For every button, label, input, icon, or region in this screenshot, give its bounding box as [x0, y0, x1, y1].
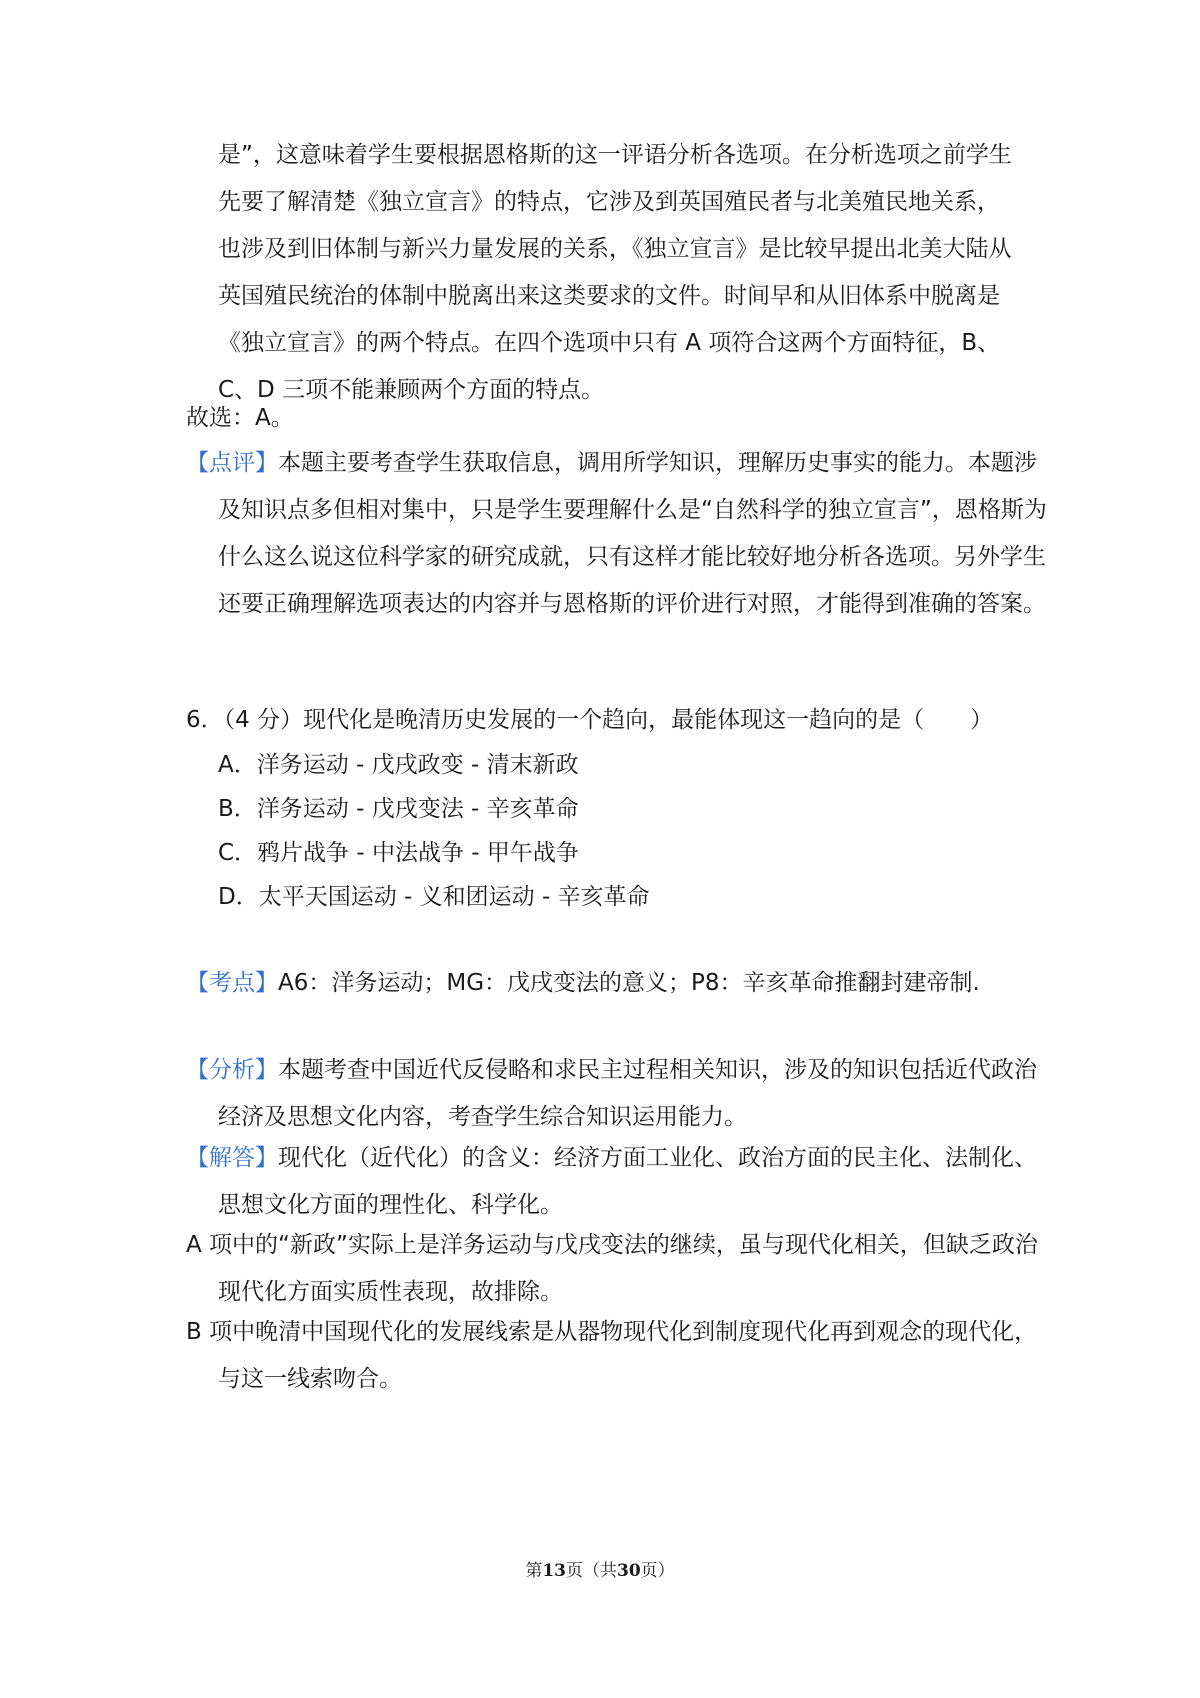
jieda-text: 现代化（近代化）的含义：经济方面工业化、政治方面的民主化、法制化、思想文化方面的理性化、科学化。 [218, 1145, 1037, 1218]
review-tag: 【点评】 [186, 450, 278, 476]
review-text: 本题主要考查学生获取信息，调用所学知识，理解历史事实的能力。本题涉及知识点多但相对集中，只是学生要理解什么是“自然科学的独立宣言”，恩格斯为什么这么说这位科学家的研究成就，只有这样才能比较好地分析各选项。另外学生还要正确理解选项表达的内容并与恩格斯的评价进行对照，才能得到准确的答案。 [218, 450, 1047, 617]
jieda-tag: 【解答】 [186, 1145, 278, 1171]
option-b: B．洋务运动 - 戊戌变法 - 辛亥革命 [218, 796, 579, 822]
option-d: D．太平天国运动 - 义和团运动 - 辛亥革命 [218, 884, 650, 910]
jieda-paragraph [186, 1135, 1054, 1229]
footer-prefix: 第 [525, 1561, 543, 1581]
option-c: C．鸦片战争 - 中法战争 - 甲午战争 [218, 840, 579, 866]
review-paragraph [186, 440, 1054, 628]
page-footer [0, 1556, 1200, 1581]
footer-page-number: 13 [542, 1561, 566, 1581]
kaodian-paragraph [186, 960, 1022, 1007]
question-6-stem: 6．（4 分）现代化是晚清历史发展的一个趋向，最能体现这一趋向的是（ ） [186, 707, 994, 733]
footer-middle: 页（共 [566, 1561, 617, 1581]
kaodian-text: A6：洋务运动；MG：戊戌变法的意义；P8：辛亥革命推翻封建帝制. [278, 970, 980, 996]
item-a-analysis: A 项中的“新政”实际上是洋务运动与戊戌变法的继续，虽与现代化相关，但缺乏政治现代化方面实质性表现，故排除。 [186, 1232, 1038, 1305]
fenxi-tag: 【分析】 [186, 1057, 278, 1083]
fenxi-paragraph [186, 1047, 1054, 1141]
item-b-analysis: B 项中晚清中国现代化的发展线索是从器物现代化到制度现代化再到观念的现代化，与这一线索吻合。 [186, 1319, 1038, 1392]
analysis-continuation: 是”，这意味着学生要根据恩格斯的这一评语分析各选项。在分析选项之前学生先要了解清楚《独立宣言》的特点，它涉及到英国殖民者与北美殖民地关系，也涉及到旧体制与新兴力量发展的关系，《独立宣言》是比较早提出北美大陆从英国殖民统治的体制中脱离出来这类要求的文件。时间早和从旧体系中脱离是《独立宣言》的两个特点。在四个选项中只有 A 项符合这两个方面特征，B、C、D 三项不能兼顾两个方面的特点。 [218, 142, 1012, 403]
footer-total-pages: 30 [617, 1561, 641, 1581]
answer-line: 故选：A。 [186, 405, 294, 431]
kaodian-tag: 【考点】 [186, 970, 278, 996]
fenxi-text: 本题考查中国近代反侵略和求民主过程相关知识，涉及的知识包括近代政治经济及思想文化内容，考查学生综合知识运用能力。 [218, 1057, 1037, 1130]
option-a: A．洋务运动 - 戊戌政变 - 清末新政 [218, 752, 579, 778]
footer-suffix: 页） [640, 1561, 675, 1581]
